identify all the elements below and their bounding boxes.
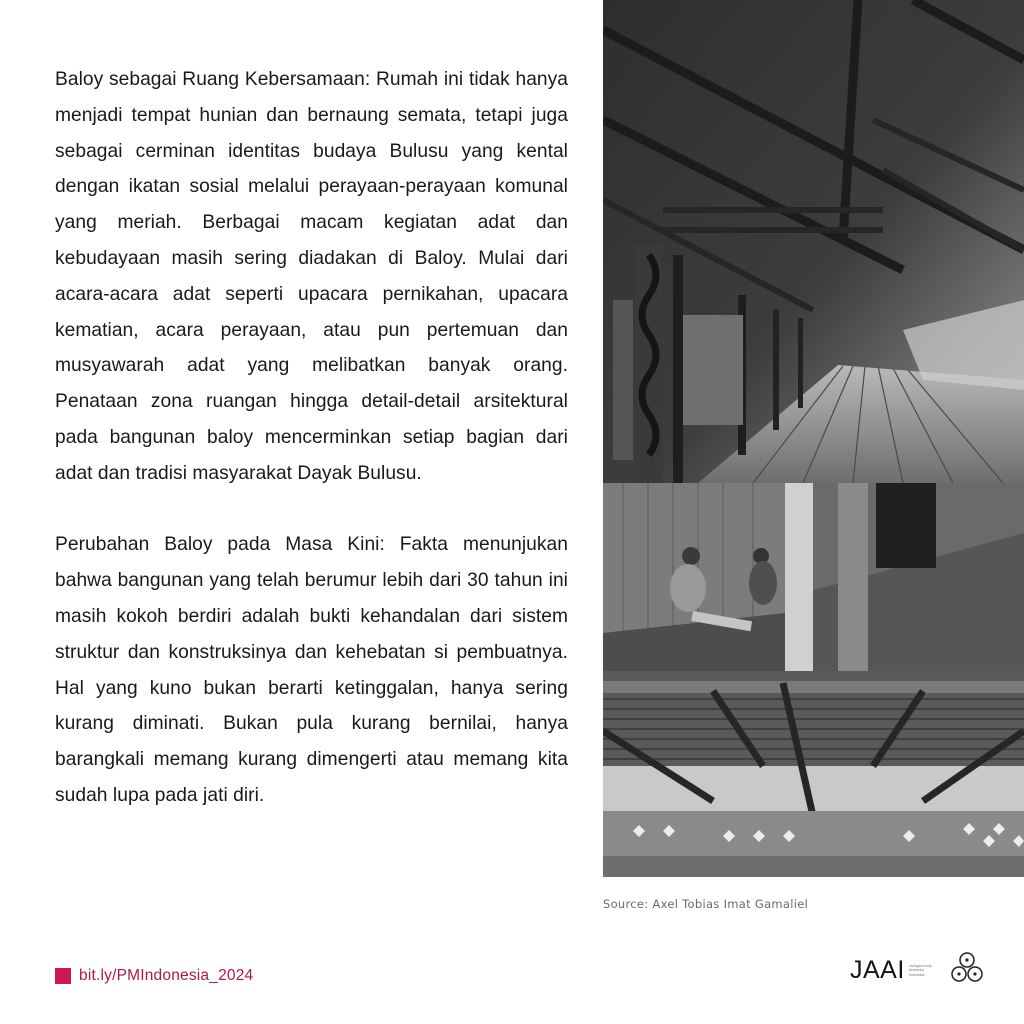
paragraph-ruang-kebersamaan: Baloy sebagai Ruang Kebersamaan: Rumah ini tidak hanya menjadi tempat hunian dan bernaung semata, tetapi juga sebagai cerminan identitas budaya Bulusu yang kental dengan ikatan sosial melalui perayaan-perayaan komunal yang meriah. Berbagai macam kegiatan adat dan kebudayaan masih sering diadakan di Baloy. Mulai dari acara-acara adat seperti upacara pernikahan, upacara kematian, acara perayaan, atau pun pertemuan dan musyawarah adat yang melibatkan banyak orang. Penataan zona ruangan hingga detail-detail arsitektural pada bangunan baloy mencerminkan setiap bagian dari adat dan tradisi masyarakat Dayak Bulusu.	[55, 69, 568, 484]
logo-wordmark: JAAI	[850, 956, 905, 984]
photo-caption: Source: Axel Tobias Imat Gamaliel	[603, 897, 809, 911]
jaai-logo	[850, 950, 985, 991]
paragraph-perubahan-baloy: Perubahan Baloy pada Masa Kini: Fakta menunjukan bahwa bangunan yang telah berumur lebih dari 30 tahun ini masih kokoh berdiri adalah bukti kehandalan dari sistem struktur dan konstruksinya dan kehebatan si pembuatnya. Hal yang kuno bukan berarti ketinggalan, hanya sering kurang diminati. Bukan pula kurang bernilai, hanya barangkali memang kurang dimengerti atau memang kita sudah lupa pada jati diri.	[55, 534, 568, 806]
accent-square-icon	[55, 968, 71, 984]
photo-baloy-roof-underside	[603, 671, 1024, 877]
footer-link-text[interactable]: bit.ly/PMIndonesia_2024	[79, 967, 254, 984]
logo-subtitle: Jaringan Arsip Arsitektur Indonesia	[908, 964, 932, 977]
footer-link[interactable]	[55, 967, 253, 985]
photo-collage	[603, 0, 1024, 877]
photo-baloy-people-sitting	[603, 483, 1024, 671]
article-body	[55, 62, 568, 814]
photo-baloy-interior-roof	[603, 0, 1024, 483]
triskelion-icon	[949, 950, 985, 991]
